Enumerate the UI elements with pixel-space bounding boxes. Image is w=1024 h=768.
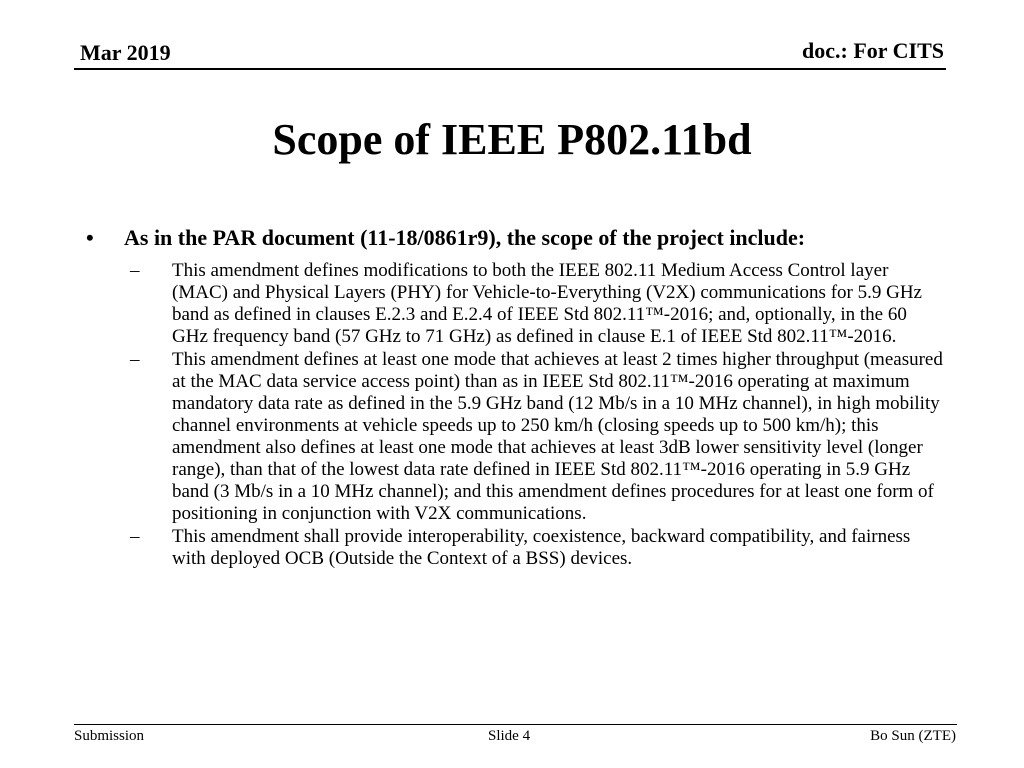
footer-submission: Submission (74, 728, 145, 744)
header-divider (74, 68, 946, 70)
header-date: Mar 2019 (80, 40, 171, 65)
slide-body (82, 226, 944, 571)
footer-slide-number: Slide 4 (488, 728, 531, 744)
dash-icon: – (130, 349, 140, 370)
bullet-item (82, 226, 944, 250)
slide-title: Scope of IEEE P802.11bd (272, 115, 752, 164)
sub-item (82, 349, 944, 525)
sub-item-text: This amendment defines at least one mode that achieves at least 2 times higher throughput (measured at the MAC data service access point) than as in IEEE Std 802.11™-2016 operating at maximum mandatory data rate as defined in the 5.9 GHz band (12 Mb/s in a 10 MHz channel), in high mobility channel environments at vehicle speeds up to 250 km/h (closing speeds up to 500 km/h); this amendment also defines at least one mode that achieves at least 3dB lower sensitivity level (longer range), than that of the lowest data rate defined in IEEE Std 802.11™-2016 operating in 5.9 GHz band (3 Mb/s in a 10 MHz channel); and this amendment defines procedures for at least one form of positioning in conjunction with V2X communications. (172, 349, 943, 524)
sub-item (82, 526, 944, 570)
footer-divider (74, 724, 957, 725)
sub-item-list (82, 260, 944, 570)
footer-author: Bo Sun (ZTE) (870, 728, 956, 744)
sub-item-text: This amendment defines modifications to both the IEEE 802.11 Medium Access Control layer (MAC) and Physical Layers (PHY) for Vehicle-to-Everything (V2X) communications for 5.9 GHz band as defined in clauses E.2.3 and E.2.4 of IEEE Std 802.11™-2016; and, optionally, in the 60 GHz frequency band (57 GHz to 71 GHz) as defined in clause E.1 of IEEE Std 802.11™-2016. (172, 260, 922, 347)
bullet-icon: • (86, 225, 94, 250)
sub-item (82, 260, 944, 348)
dash-icon: – (130, 260, 140, 281)
bullet-text: As in the PAR document (11-18/0861r9), the scope of the project include: (124, 225, 806, 250)
sub-item-text: This amendment shall provide interoperability, coexistence, backward compatibility, and fairness with deployed OCB (Outside the Context of a BSS) devices. (172, 526, 911, 569)
header-doc-label: doc.: For CITS (802, 38, 944, 63)
dash-icon: – (130, 526, 140, 547)
